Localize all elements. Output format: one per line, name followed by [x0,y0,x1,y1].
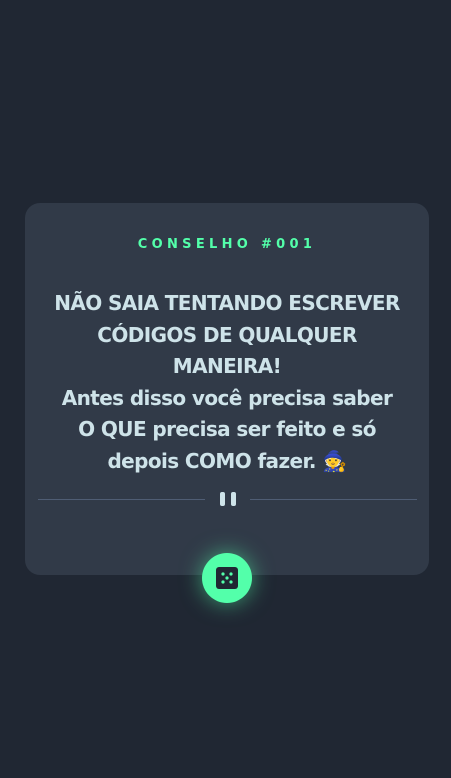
advice-card [25,203,429,575]
quote-line: depois COMO fazer. 🧙 [107,448,347,473]
divider-line-left [38,499,205,500]
advice-quote [43,288,411,477]
pause-icon [219,492,237,506]
quote-line: MANEIRA! [172,354,282,378]
quote-line: CÓDIGOS DE QUALQUER [97,322,357,347]
quote-line: Antes disso você precisa saber [61,385,393,410]
quote-line: O QUE precisa ser feito e só [78,417,376,441]
dice-icon [216,567,238,589]
new-advice-button[interactable] [202,553,252,603]
advice-id: CONSELHO #001 [137,237,317,252]
quote-line: NÃO SAIA TENTANDO ESCREVER [54,291,400,315]
divider-line-right [250,499,417,500]
divider [38,491,417,507]
